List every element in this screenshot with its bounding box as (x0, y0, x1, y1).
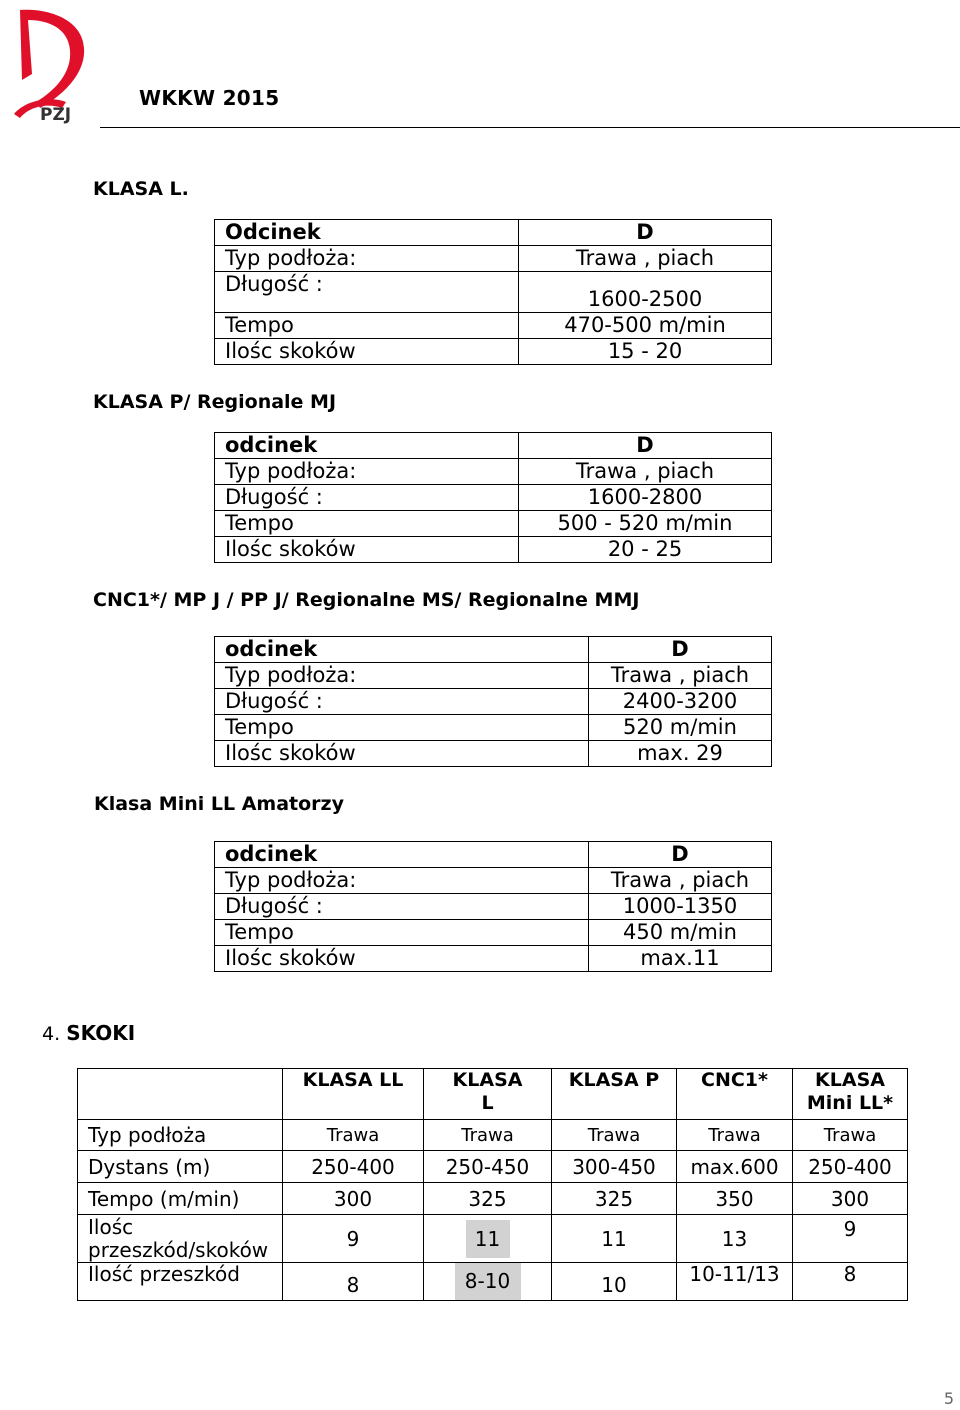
column-header (424, 1069, 552, 1120)
page-number: 5 (943, 1389, 954, 1408)
row-value: D (589, 637, 772, 663)
table-row (215, 220, 772, 246)
spec-table-mini-ll (214, 841, 772, 972)
row-value: 1600-2800 (519, 485, 772, 511)
skoki-table (77, 1068, 908, 1301)
row-label: Typ podłoża: (215, 246, 519, 272)
row-value: 20 - 25 (519, 537, 772, 563)
table-row (78, 1263, 908, 1301)
row-label: Ilośc skoków (215, 741, 589, 767)
section-title-klasa-l: KLASA L. (93, 178, 189, 200)
table-row (215, 537, 772, 563)
row-value: D (519, 433, 772, 459)
table-row (215, 272, 772, 313)
table-cell: 250-400 (283, 1151, 424, 1183)
table-row (78, 1183, 908, 1215)
row-value: 470-500 m/min (519, 313, 772, 339)
row-label: odcinek (215, 842, 589, 868)
row-label: Tempo (215, 920, 589, 946)
row-label: Ilośc skoków (215, 946, 589, 972)
column-header: KLASA P (552, 1069, 677, 1120)
column-header-text: KLASA Mini LL* (806, 1069, 894, 1114)
section-title-cnc1: CNC1*/ MP J / PP J/ Regionalne MS/ Regionalne MMJ (93, 589, 640, 611)
row-label: Tempo (215, 715, 589, 741)
row-value: D (589, 842, 772, 868)
row-label: Ilość przeszkód (78, 1263, 283, 1301)
table-row (215, 433, 772, 459)
spec-table-klasa-l (214, 219, 772, 365)
row-label: Dystans (m) (78, 1151, 283, 1183)
table-cell: 250-450 (424, 1151, 552, 1183)
table-cell: 325 (552, 1183, 677, 1215)
table-row (215, 842, 772, 868)
table-row (215, 511, 772, 537)
table-cell: 9 (793, 1215, 908, 1263)
row-value: Trawa , piach (519, 459, 772, 485)
table-cell: Trawa (424, 1120, 552, 1151)
table-row (215, 946, 772, 972)
row-value: Trawa , piach (589, 663, 772, 689)
row-value: 1000-1350 (589, 894, 772, 920)
row-value: 450 m/min (589, 920, 772, 946)
table-cell: 8 (793, 1263, 908, 1301)
row-value: 15 - 20 (519, 339, 772, 365)
table-cell: 10 (552, 1263, 677, 1301)
table-cell: Trawa (283, 1120, 424, 1151)
column-header: KLASA LL (283, 1069, 424, 1120)
table-cell: 9 (283, 1215, 424, 1263)
table-row (215, 689, 772, 715)
row-value: D (519, 220, 772, 246)
table-row (215, 868, 772, 894)
table-row (215, 715, 772, 741)
table-row (215, 894, 772, 920)
table-cell: 250-400 (793, 1151, 908, 1183)
table-row (78, 1215, 908, 1263)
row-value: max. 29 (589, 741, 772, 767)
section-number: 4. (42, 1023, 61, 1045)
table-cell: 8 (283, 1263, 424, 1301)
table-row (78, 1151, 908, 1183)
table-row (215, 637, 772, 663)
row-label: Odcinek (215, 220, 519, 246)
pzj-logo (6, 4, 92, 124)
table-cell (424, 1215, 552, 1263)
section-title-klasa-p: KLASA P/ Regionale MJ (93, 391, 337, 413)
row-label: Tempo (215, 511, 519, 537)
table-row (78, 1120, 908, 1151)
row-label: Tempo (m/min) (78, 1183, 283, 1215)
highlighted-value: 11 (466, 1220, 510, 1258)
row-label: Typ podłoża: (215, 868, 589, 894)
header-divider (100, 127, 960, 128)
row-value: Trawa , piach (519, 246, 772, 272)
table-row (215, 246, 772, 272)
table-row (215, 459, 772, 485)
table-cell: 350 (677, 1183, 793, 1215)
spec-table-klasa-p (214, 432, 772, 563)
table-cell (424, 1263, 552, 1301)
table-row (215, 485, 772, 511)
section-title-skoki: SKOKI (66, 1021, 136, 1045)
table-row (215, 313, 772, 339)
row-value: 1600-2500 (519, 272, 772, 313)
table-row (215, 339, 772, 365)
column-header: CNC1* (677, 1069, 793, 1120)
row-label: odcinek (215, 637, 589, 663)
table-cell: Trawa (677, 1120, 793, 1151)
row-label: Ilośc skoków (215, 339, 519, 365)
table-header-row (78, 1069, 908, 1120)
row-value: 500 - 520 m/min (519, 511, 772, 537)
table-row (215, 920, 772, 946)
table-cell: max.600 (677, 1151, 793, 1183)
spec-table-cnc1 (214, 636, 772, 767)
row-label (78, 1215, 283, 1263)
table-cell: 10-11/13 (677, 1263, 793, 1301)
row-label: Długość : (215, 894, 589, 920)
table-row (215, 663, 772, 689)
row-label: Tempo (215, 313, 519, 339)
logo-text: PZJ (40, 105, 72, 124)
row-label: Typ podłoża: (215, 459, 519, 485)
row-value: max.11 (589, 946, 772, 972)
row-value: 2400-3200 (589, 689, 772, 715)
section-title-mini-ll: Klasa Mini LL Amatorzy (94, 793, 344, 815)
highlighted-value: 8-10 (455, 1263, 521, 1300)
row-value: Trawa , piach (589, 868, 772, 894)
header-empty-cell (78, 1069, 283, 1120)
table-cell: Trawa (793, 1120, 908, 1151)
column-header (793, 1069, 908, 1120)
table-cell: 300 (283, 1183, 424, 1215)
table-cell: 300-450 (552, 1151, 677, 1183)
row-label: odcinek (215, 433, 519, 459)
row-label: Długość : (215, 272, 519, 313)
table-row (215, 741, 772, 767)
table-cell: 300 (793, 1183, 908, 1215)
row-value: 520 m/min (589, 715, 772, 741)
row-label: Ilośc skoków (215, 537, 519, 563)
section-heading-skoki (42, 1021, 135, 1045)
table-cell: 13 (677, 1215, 793, 1263)
row-label: Typ podłoża (78, 1120, 283, 1151)
table-cell: 325 (424, 1183, 552, 1215)
row-label: Typ podłoża: (215, 663, 589, 689)
row-label: Długość : (215, 485, 519, 511)
row-label: Długość : (215, 689, 589, 715)
document-title: WKKW 2015 (139, 86, 280, 110)
row-label-text: Ilośc przeszkód/skoków (88, 1214, 269, 1262)
column-header-text: KLASA L (452, 1069, 523, 1114)
table-cell: Trawa (552, 1120, 677, 1151)
table-cell: 11 (552, 1215, 677, 1263)
